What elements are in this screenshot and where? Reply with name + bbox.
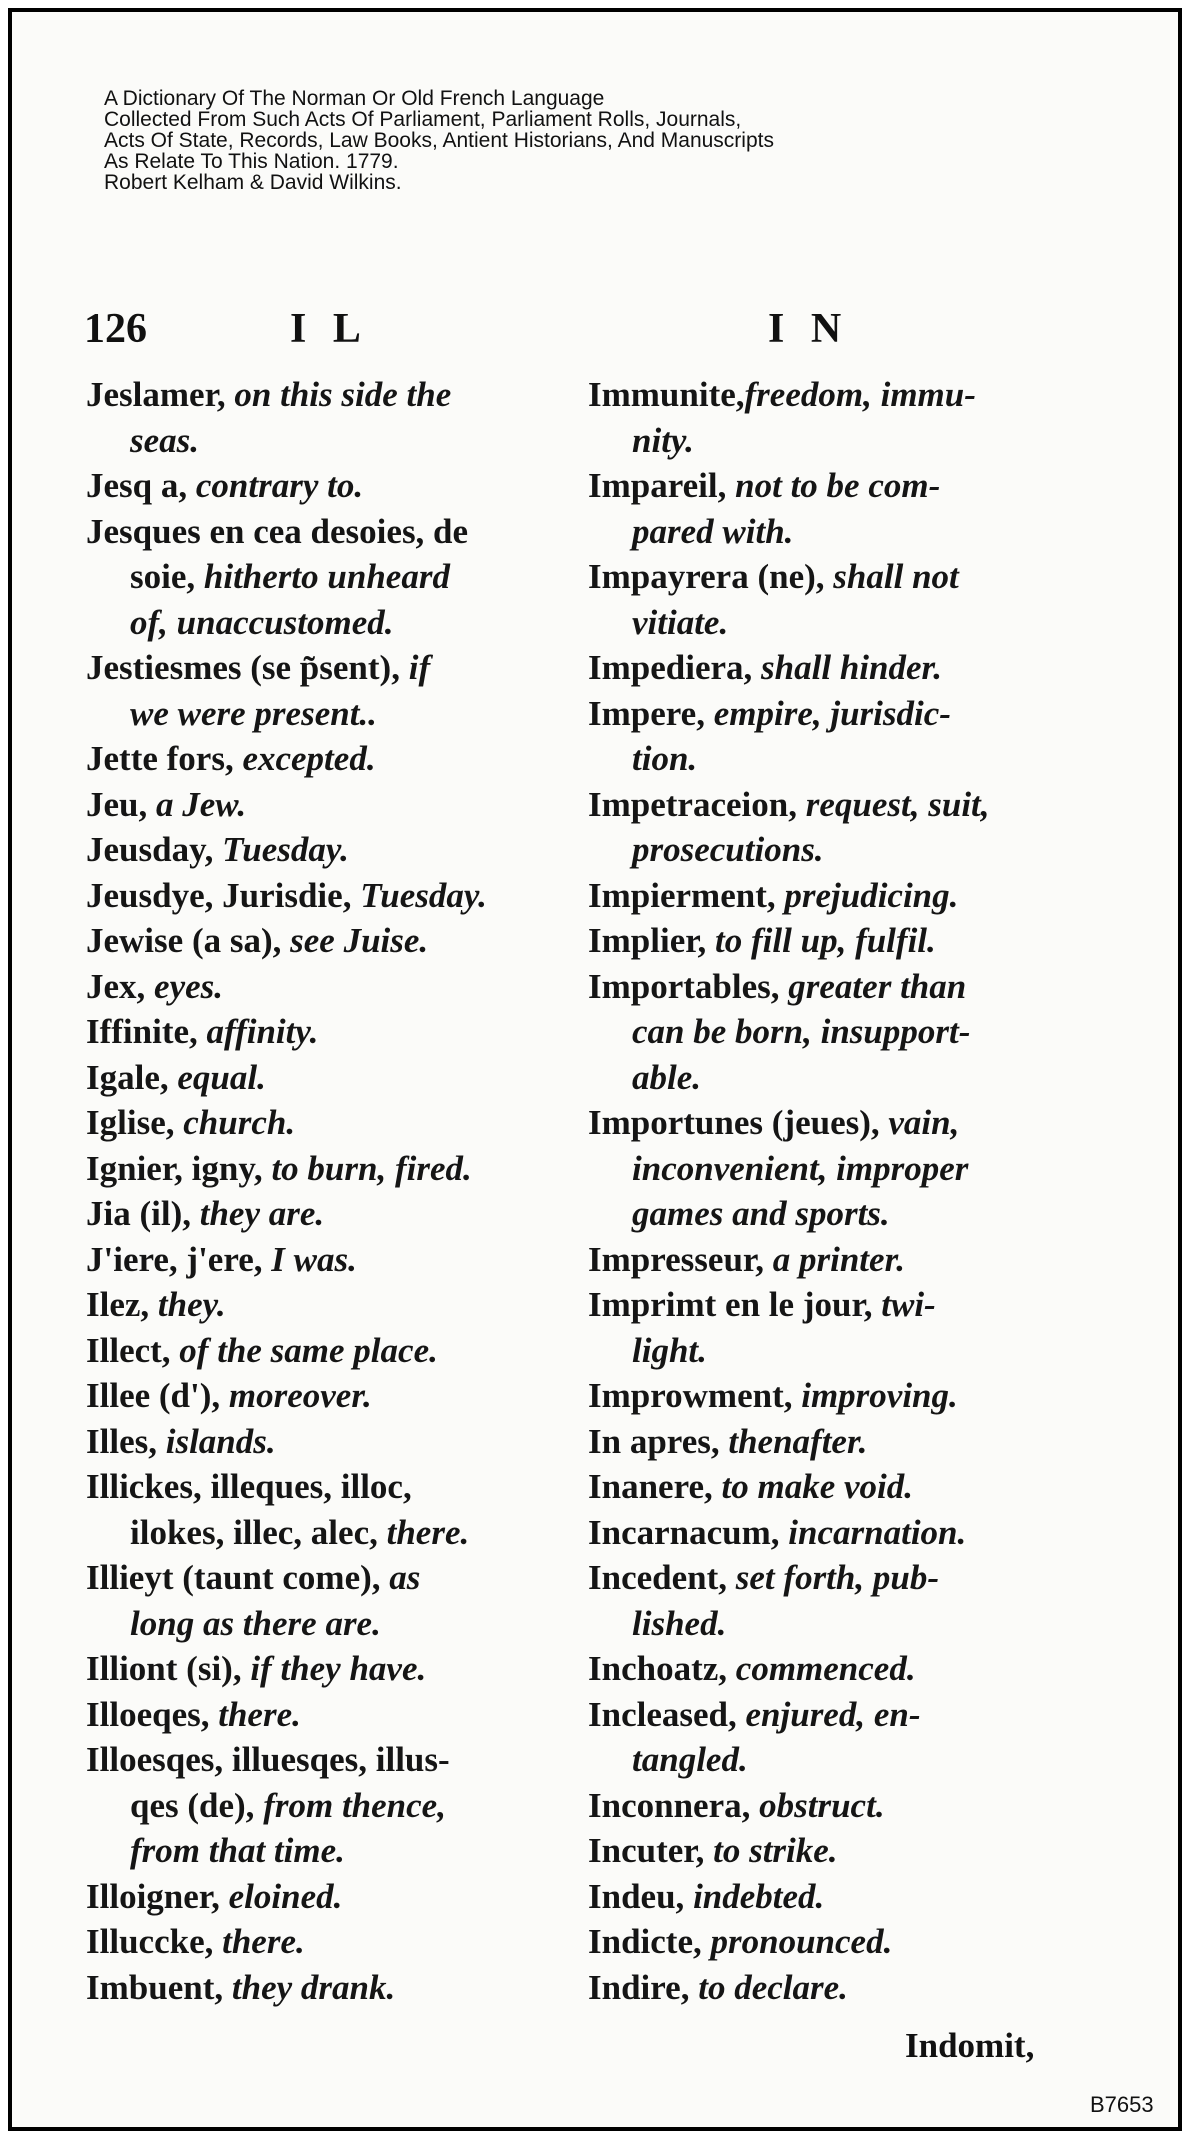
header-line: As Relate To This Nation. 1779. bbox=[104, 150, 399, 173]
reference-code: B7653 bbox=[1090, 2092, 1154, 2117]
dictionary-entry-line bbox=[588, 1237, 1058, 1283]
entry-definition: lished. bbox=[632, 1603, 727, 1643]
entry-definition: from that time. bbox=[130, 1831, 345, 1870]
entry-headword: Illieyt (taunt come), bbox=[86, 1558, 381, 1597]
entry-headword: Impetraceion, bbox=[588, 784, 797, 824]
entry-definition: if bbox=[399, 648, 431, 687]
entry-headword: Jeusdye, Jurisdie, bbox=[86, 875, 352, 915]
entry-definition: incarnation. bbox=[779, 1512, 967, 1552]
dictionary-entry-line bbox=[588, 1874, 1058, 1920]
running-head bbox=[0, 305, 1190, 355]
entry-headword: Jeusday, bbox=[86, 830, 214, 869]
entry-definition: Tuesday. bbox=[213, 830, 349, 869]
dictionary-entry-line bbox=[588, 1464, 1058, 1510]
entry-definition: request, suit, bbox=[796, 784, 990, 824]
entry-definition: commenced. bbox=[727, 1649, 916, 1688]
dictionary-entry-line bbox=[588, 418, 1058, 464]
dictionary-entry-line bbox=[588, 918, 1058, 964]
dictionary-entry-line bbox=[588, 1510, 1058, 1556]
entry-headword: Indeu, bbox=[588, 1876, 685, 1916]
dictionary-entry-line bbox=[86, 1555, 554, 1601]
entry-definition: I was. bbox=[262, 1239, 357, 1279]
entry-headword: Jex, bbox=[86, 966, 146, 1006]
entry-definition: they drank. bbox=[223, 1967, 396, 2007]
entry-definition: from thence, bbox=[254, 1785, 446, 1825]
dictionary-entry-line bbox=[588, 736, 1058, 782]
dictionary-entry-line bbox=[588, 691, 1058, 737]
entry-definition: to declare. bbox=[689, 1967, 848, 2007]
dictionary-entry-line bbox=[86, 1828, 554, 1874]
dictionary-entry-line bbox=[588, 1100, 1058, 1146]
dictionary-entry-line bbox=[86, 1237, 554, 1283]
entry-definition: greater than bbox=[779, 966, 967, 1006]
entry-definition: set forth, pub- bbox=[727, 1558, 939, 1597]
dictionary-entry-line bbox=[588, 827, 1058, 873]
entry-definition: islands. bbox=[156, 1421, 276, 1461]
entry-definition: seas. bbox=[130, 420, 200, 460]
entry-headword: Jesq a, bbox=[86, 466, 188, 505]
dictionary-entry-line bbox=[86, 1419, 554, 1465]
entry-definition: light. bbox=[632, 1330, 707, 1370]
entry-headword: Illoeqes, bbox=[86, 1694, 210, 1734]
entry-headword: Incedent, bbox=[588, 1558, 728, 1597]
dictionary-entry-line bbox=[588, 1692, 1058, 1738]
entry-definition: able. bbox=[632, 1057, 702, 1097]
entry-definition: eloined. bbox=[219, 1876, 343, 1916]
entry-definition: as bbox=[380, 1558, 421, 1597]
dictionary-entry-line bbox=[588, 1783, 1058, 1829]
page-number: 126 bbox=[84, 306, 147, 352]
entry-definition: enjured, en- bbox=[736, 1694, 921, 1734]
entry-definition: improving. bbox=[792, 1376, 958, 1415]
entry-definition: can be born, insupport- bbox=[632, 1012, 971, 1051]
dictionary-entry-line bbox=[588, 1328, 1058, 1374]
dictionary-entry-line bbox=[588, 372, 1058, 418]
entry-headword: In apres, bbox=[588, 1421, 720, 1461]
entry-headword: Igale, bbox=[86, 1057, 169, 1097]
right-column bbox=[588, 372, 1058, 2010]
dictionary-entry-line bbox=[588, 782, 1058, 828]
entry-headword: Implier, bbox=[588, 921, 707, 960]
dictionary-entry-line bbox=[86, 372, 554, 418]
entry-headword: Iglise, bbox=[86, 1103, 175, 1142]
entry-definition: to fill up, fulfil. bbox=[706, 921, 936, 960]
entry-headword: Inchoatz, bbox=[588, 1649, 728, 1688]
entry-definition: prejudicing. bbox=[775, 875, 959, 915]
dictionary-entry-line bbox=[86, 1646, 554, 1692]
entry-definition: Tuesday. bbox=[351, 875, 487, 915]
entry-definition: if they have. bbox=[241, 1649, 427, 1688]
entry-headword: Iffinite, bbox=[86, 1012, 198, 1051]
entry-headword: Illect, bbox=[86, 1330, 171, 1370]
document-header bbox=[104, 88, 1004, 193]
dictionary-entry-line bbox=[86, 1510, 554, 1556]
entry-headword: Impediera, bbox=[588, 648, 753, 687]
entry-definition: long as there are. bbox=[130, 1603, 381, 1643]
dictionary-entry-line bbox=[86, 1373, 554, 1419]
dictionary-entry-line bbox=[588, 645, 1058, 691]
entry-definition: prosecutions. bbox=[632, 830, 824, 869]
entry-headword: Indire, bbox=[588, 1967, 690, 2007]
entry-definition: nity. bbox=[632, 420, 694, 460]
dictionary-entry-line bbox=[86, 463, 554, 509]
entry-headword: Impayrera (ne), bbox=[588, 557, 825, 596]
entry-headword: Illiont (si), bbox=[86, 1649, 242, 1688]
dictionary-entry-line bbox=[86, 554, 554, 600]
dictionary-entry-line bbox=[86, 645, 554, 691]
dictionary-entry-line bbox=[588, 509, 1058, 555]
entry-headword: Indicte, bbox=[588, 1922, 702, 1961]
entry-headword: Impareil, bbox=[588, 466, 727, 505]
entry-definition: vain, bbox=[879, 1103, 960, 1142]
entry-headword: Incleased, bbox=[588, 1694, 737, 1734]
entry-headword: Importunes (jeues), bbox=[588, 1103, 880, 1142]
entry-headword: Ignier, igny, bbox=[86, 1148, 263, 1188]
entry-definition: indebted. bbox=[684, 1876, 825, 1916]
dictionary-entry-line bbox=[588, 1555, 1058, 1601]
dictionary-entry-line bbox=[588, 1965, 1058, 2011]
entry-headword: soie, bbox=[130, 557, 196, 596]
entry-headword: Ilez, bbox=[86, 1285, 150, 1324]
dictionary-entry-line bbox=[86, 1601, 554, 1647]
entry-definition: contrary to. bbox=[187, 466, 364, 505]
entry-headword: Illes, bbox=[86, 1421, 157, 1461]
entry-headword: Jia (il), bbox=[86, 1194, 191, 1233]
dictionary-entry-line bbox=[86, 1146, 554, 1192]
entry-definition: tion. bbox=[632, 739, 698, 778]
entry-headword: Imbuent, bbox=[86, 1967, 224, 2007]
entry-headword: Improwment, bbox=[588, 1376, 793, 1415]
dictionary-entry-line bbox=[588, 1282, 1058, 1328]
header-title: A Dictionary Of The Norman Or Old French Language bbox=[104, 87, 605, 110]
dictionary-entry-line bbox=[588, 1146, 1058, 1192]
entry-definition: shall hinder. bbox=[752, 648, 942, 687]
entry-definition: there. bbox=[377, 1512, 470, 1552]
dictionary-entry-line bbox=[86, 1783, 554, 1829]
catchword: Indomit, bbox=[905, 2026, 1035, 2065]
dictionary-entry-line bbox=[588, 600, 1058, 646]
dictionary-entry-line bbox=[588, 1646, 1058, 1692]
entry-headword: Impierment, bbox=[588, 875, 776, 915]
dictionary-entry-line bbox=[588, 873, 1058, 919]
entry-headword: Illoigner, bbox=[86, 1876, 220, 1916]
dictionary-entry-line bbox=[86, 691, 554, 737]
entry-definition: of, unaccustomed. bbox=[130, 602, 394, 642]
dictionary-entry-line bbox=[588, 463, 1058, 509]
entry-headword: Jestiesmes (se p̃sent), bbox=[86, 648, 400, 687]
entry-definition: tangled. bbox=[632, 1740, 748, 1779]
entry-definition: they. bbox=[149, 1285, 226, 1324]
dictionary-entry-line bbox=[588, 1191, 1058, 1237]
entry-definition: empire, jurisdic- bbox=[704, 693, 951, 733]
entry-definition: obstruct. bbox=[750, 1785, 885, 1825]
entry-headword: Importables, bbox=[588, 966, 780, 1006]
entry-definition: games and sports. bbox=[632, 1194, 890, 1233]
dictionary-entry-line bbox=[86, 418, 554, 464]
dictionary-entry-line bbox=[86, 600, 554, 646]
header-line: Collected From Such Acts Of Parliament, Parliament Rolls, Journals, bbox=[104, 108, 742, 131]
right-column-heading: I N bbox=[768, 306, 850, 352]
left-column bbox=[86, 372, 554, 2010]
left-column-heading: I L bbox=[290, 306, 369, 352]
dictionary-entry-line bbox=[86, 873, 554, 919]
dictionary-entry-line bbox=[86, 1464, 554, 1510]
entry-definition: a Jew. bbox=[147, 784, 247, 824]
entry-headword: Incuter, bbox=[588, 1831, 705, 1870]
entry-definition: see Juise. bbox=[281, 921, 429, 960]
dictionary-entry-line bbox=[86, 1009, 554, 1055]
header-authors: Robert Kelham & David Wilkins. bbox=[104, 171, 402, 194]
dictionary-entry-line bbox=[588, 1373, 1058, 1419]
entry-headword: Impresseur, bbox=[588, 1239, 764, 1279]
entry-headword: Imprimt en le jour, bbox=[588, 1285, 873, 1324]
entry-definition: on this side the bbox=[225, 375, 452, 414]
entry-definition: to strike. bbox=[704, 1831, 838, 1870]
entry-headword: Impere, bbox=[588, 693, 705, 733]
entry-headword: Jette fors, bbox=[86, 739, 234, 778]
entry-headword: Jeu, bbox=[86, 784, 148, 824]
entry-definition: there. bbox=[213, 1922, 305, 1961]
entry-definition: inconvenient, improper bbox=[632, 1148, 969, 1188]
entry-headword: Incarnacum, bbox=[588, 1512, 780, 1552]
entry-headword: Inconnera, bbox=[588, 1785, 751, 1825]
dictionary-entry-line bbox=[588, 1419, 1058, 1465]
entry-headword: J'iere, j'ere, bbox=[86, 1239, 263, 1279]
dictionary-entry-line bbox=[588, 1919, 1058, 1965]
entry-headword: qes (de), bbox=[130, 1785, 255, 1825]
entry-headword: Illee (d'), bbox=[86, 1376, 221, 1415]
dictionary-entry-line bbox=[86, 1100, 554, 1146]
dictionary-entry-line bbox=[86, 1737, 554, 1783]
dictionary-entry-line bbox=[86, 1919, 554, 1965]
entry-definition: we were present.. bbox=[130, 693, 377, 733]
entry-headword: Jeslamer, bbox=[86, 375, 226, 414]
entry-definition: church. bbox=[174, 1103, 296, 1142]
entry-headword: Immunite, bbox=[588, 375, 745, 414]
entry-headword: Jewise (a sa), bbox=[86, 921, 282, 960]
header-line: Acts Of State, Records, Law Books, Antient Historians, And Manuscripts bbox=[104, 129, 774, 152]
dictionary-entry-line bbox=[588, 1055, 1058, 1101]
entry-headword: Illuccke, bbox=[86, 1922, 214, 1961]
dictionary-entry-line bbox=[86, 782, 554, 828]
entry-definition: affinity. bbox=[197, 1012, 319, 1051]
entry-definition: to burn, fired. bbox=[262, 1148, 472, 1188]
entry-definition: twi- bbox=[872, 1285, 936, 1324]
dictionary-entry-line bbox=[588, 1828, 1058, 1874]
entry-headword: Inanere, bbox=[588, 1467, 713, 1506]
dictionary-entry-line bbox=[86, 1055, 554, 1101]
entry-definition: pronounced. bbox=[701, 1922, 893, 1961]
entry-definition: they are. bbox=[190, 1194, 325, 1233]
entry-definition: thenafter. bbox=[719, 1421, 868, 1461]
entry-definition: a printer. bbox=[764, 1239, 906, 1279]
dictionary-entry-line bbox=[86, 1874, 554, 1920]
entry-headword: Illoesqes, illuesqes, illus- bbox=[86, 1740, 450, 1779]
entry-definition: vitiate. bbox=[632, 602, 729, 642]
entry-definition: equal. bbox=[168, 1057, 266, 1097]
dictionary-entry-line bbox=[86, 1965, 554, 2011]
entry-definition: there. bbox=[209, 1694, 301, 1734]
dictionary-entry-line bbox=[86, 827, 554, 873]
entry-definition: pared with. bbox=[632, 511, 794, 551]
entry-definition: freedom, immu- bbox=[744, 375, 976, 414]
dictionary-entry-line bbox=[588, 1737, 1058, 1783]
dictionary-entry-line bbox=[86, 1328, 554, 1374]
entry-definition: moreover. bbox=[220, 1376, 372, 1415]
dictionary-entry-line bbox=[588, 1009, 1058, 1055]
entry-headword: Illickes, illeques, illoc, bbox=[86, 1467, 412, 1506]
dictionary-entry-line bbox=[86, 964, 554, 1010]
dictionary-entry-line bbox=[588, 554, 1058, 600]
dictionary-entry-line bbox=[86, 736, 554, 782]
entry-definition: excepted. bbox=[233, 739, 376, 778]
dictionary-entry-line bbox=[86, 918, 554, 964]
dictionary-entry-line bbox=[86, 1191, 554, 1237]
dictionary-entry-line bbox=[86, 509, 554, 555]
entry-definition: shall not bbox=[824, 557, 959, 596]
entry-definition: of the same place. bbox=[170, 1330, 438, 1370]
entry-headword: Jesques en cea desoies, de bbox=[86, 511, 469, 551]
dictionary-entry-line bbox=[588, 964, 1058, 1010]
entry-headword: ilokes, illec, alec, bbox=[130, 1512, 378, 1552]
entry-definition: to make void. bbox=[712, 1467, 914, 1506]
entry-definition: hitherto unheard bbox=[195, 557, 450, 596]
entry-definition: eyes. bbox=[145, 966, 224, 1006]
entry-definition: not to be com- bbox=[726, 466, 941, 505]
dictionary-entry-line bbox=[588, 1601, 1058, 1647]
dictionary-entry-line bbox=[86, 1692, 554, 1738]
dictionary-entry-line bbox=[86, 1282, 554, 1328]
